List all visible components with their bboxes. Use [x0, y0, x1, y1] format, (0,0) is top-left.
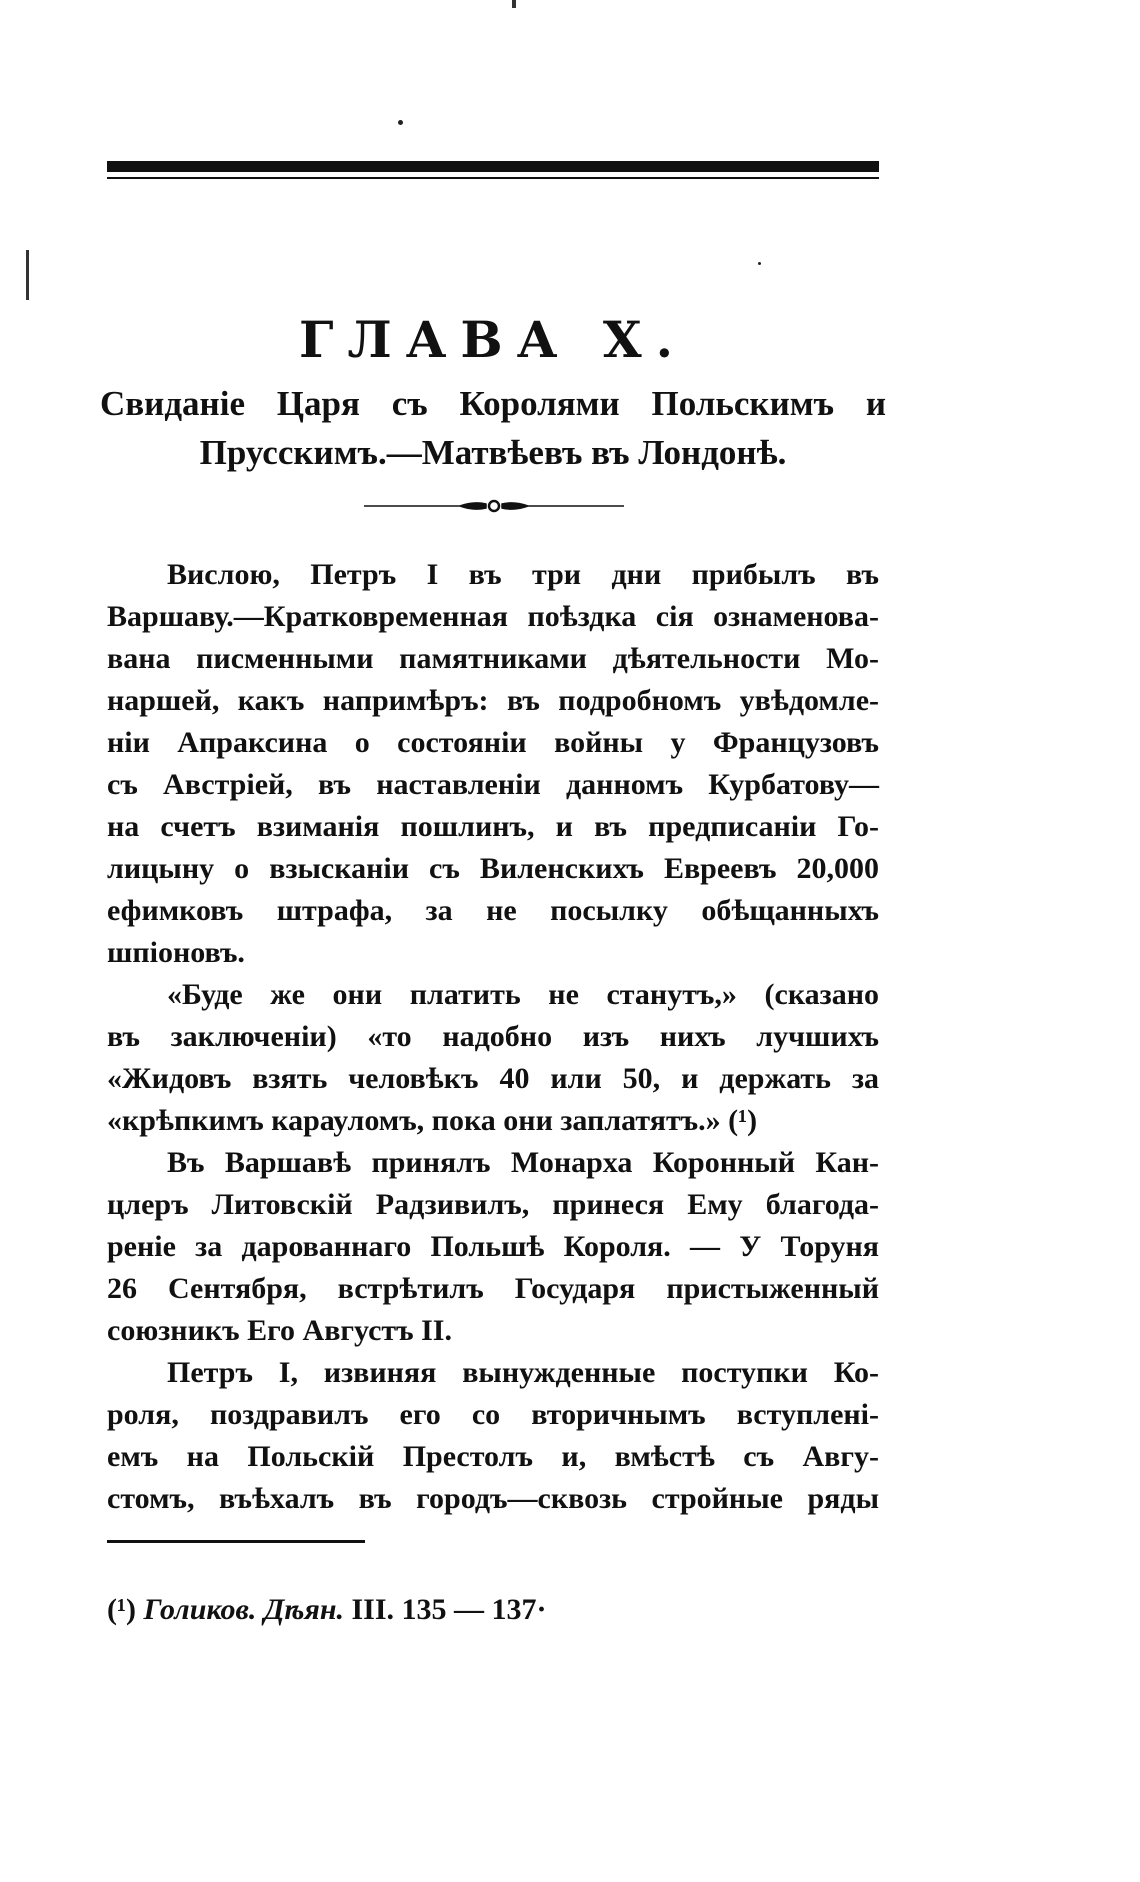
ink-speck	[398, 120, 403, 125]
paragraph-4-line-3: емъ на Польскій Престолъ и, вмѣстѣ съ Авгу-	[107, 1440, 879, 1473]
chapter-subtitle-line-1: Свиданіе Царя съ Королями Польскимъ и	[100, 384, 886, 423]
top-edge-mark	[512, 0, 516, 8]
footnote-rule	[107, 1540, 365, 1543]
paragraph-1-line-4: наршей, какъ напримѣръ: въ подробномъ увѣдомле-	[107, 684, 879, 717]
paragraph-1-line-1: Вислою, Петръ I въ три дни прибылъ въ	[167, 558, 879, 591]
paragraph-1-line-8: лицыну о взысканіи съ Виленскихъ Евреевъ 20,000	[107, 852, 879, 885]
header-rule-thick	[107, 161, 879, 172]
paragraph-1-line-6: съ Австріей, въ наставленіи данномъ Курбатову—	[107, 768, 879, 801]
footnote-author: Голиков.	[143, 1593, 257, 1626]
paragraph-2-line-2: въ заключеніи) «то надобно изъ нихъ лучшихъ	[107, 1020, 879, 1053]
ornament-divider	[362, 494, 626, 518]
paragraph-2-line-1: «Буде же они платить не станутъ,» (сказано	[167, 978, 879, 1011]
paragraph-1-line-10: шпіоновъ.	[107, 936, 245, 969]
footnote	[107, 1590, 547, 1630]
paragraph-3-line-2: цлеръ Литовскій Радзивилъ, принеся Ему благода-	[107, 1188, 879, 1221]
paragraph-3-line-1: Въ Варшавѣ принялъ Монарха Коронный Кан-	[167, 1146, 879, 1179]
ink-speck	[758, 262, 761, 265]
footnote-marker: (¹)	[107, 1593, 136, 1626]
footnote-reference: III. 135 — 137·	[351, 1593, 547, 1626]
footnote-work: Дѣян.	[263, 1593, 344, 1626]
paragraph-1-line-7: на счетъ взиманія пошлинъ, и въ предписаніи Го-	[107, 810, 879, 843]
chapter-title: ГЛАВА X.	[298, 310, 688, 369]
paragraph-2-line-3: «Жидовъ взять человѣкъ 40 или 50, и держать за	[107, 1062, 879, 1095]
paragraph-1-line-9: ефимковъ штрафа, за не посылку обѣщанныхъ	[107, 894, 879, 927]
paragraph-1-line-5: ніи Апраксина о состояніи войны у Французовъ	[107, 726, 879, 759]
paragraph-1-line-3: вана писменными памятниками дѣятельности Мо-	[107, 642, 879, 675]
paragraph-4-line-2: роля, поздравилъ его со вторичнымъ вступлені-	[107, 1398, 879, 1431]
chapter-subtitle-line-2: Прусскимъ.—Матвѣевъ въ Лондонѣ.	[199, 433, 787, 472]
paragraph-2-line-4: «крѣпкимъ карауломъ, пока они заплатятъ.» (¹)	[107, 1104, 758, 1137]
margin-mark	[26, 250, 29, 300]
header-rule-thin	[107, 177, 879, 179]
paragraph-4-line-4: стомъ, въѣхалъ въ городъ—сквозь стройные ряды	[107, 1482, 879, 1515]
paragraph-3-line-3: реніе за дарованнаго Польшѣ Короля. — У Торуня	[107, 1230, 879, 1263]
paragraph-3-line-5: союзникъ Его Августъ II.	[107, 1314, 452, 1347]
paragraph-1-line-2: Варшаву.—Кратковременная поѣздка сія ознаменова-	[107, 600, 879, 633]
paragraph-4-line-1: Петръ I, извиняя вынужденные поступки Ко-	[167, 1356, 879, 1389]
paragraph-3-line-4: 26 Сентября, встрѣтилъ Государя пристыженный	[107, 1272, 879, 1305]
